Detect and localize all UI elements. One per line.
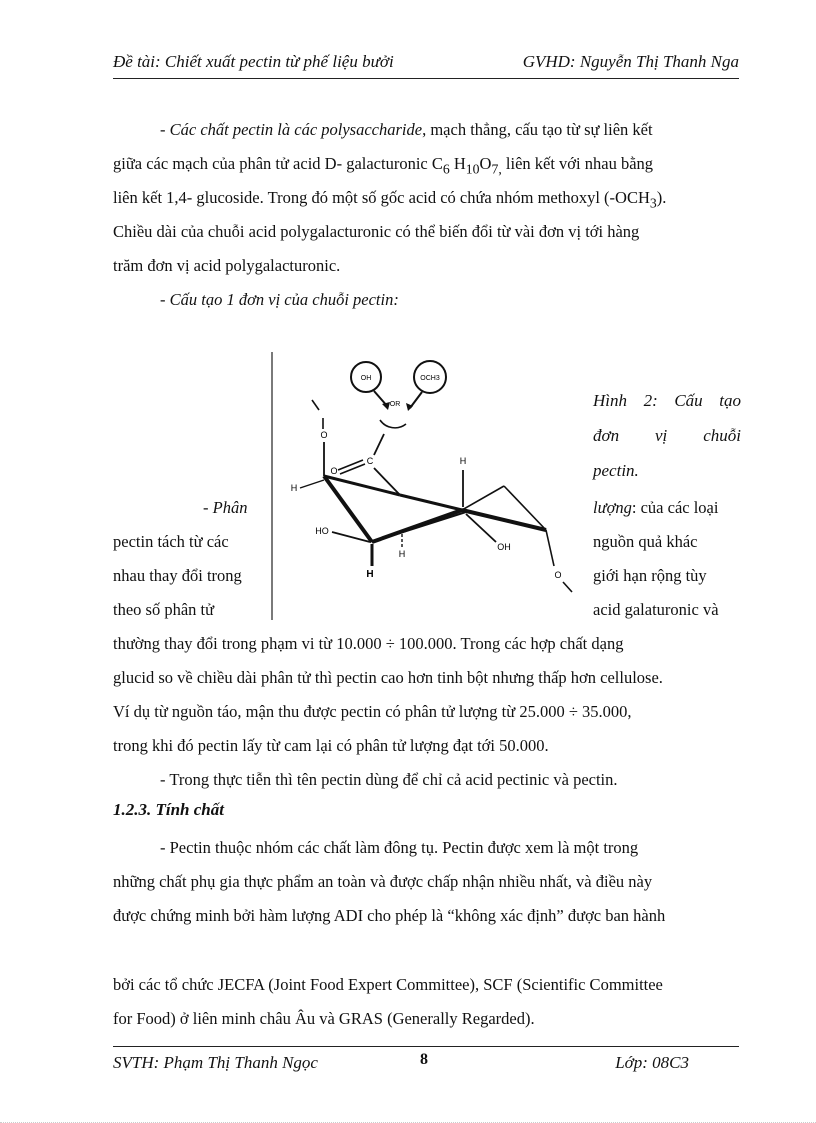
- paragraph-1-line-1: - Các chất pectin là các polysaccharide, mạch thẳng, cấu tạo từ sự liên kết: [160, 120, 653, 139]
- footer-class: Lớp: 08C3: [615, 1053, 689, 1072]
- paragraph-1-line-5: trăm đơn vị acid polygalacturonic.: [113, 256, 341, 275]
- label-c: C: [366, 456, 374, 466]
- label-or: OR: [389, 401, 401, 408]
- caption-line-1: Hình 2: Cấu tạo: [593, 391, 741, 410]
- paragraph-1-line-3: liên kết 1,4- glucoside. Trong đó một số gốc acid có chứa nhóm methoxyl $(-OCH_3)$.: [113, 188, 667, 211]
- paragraph-6-line-2: for Food) ở liên minh châu Âu và GRAS (Generally Regarded).: [113, 1009, 535, 1028]
- label-h-mid: H: [398, 549, 406, 559]
- label-h-bottom: H: [366, 569, 374, 580]
- label-o-left: O: [320, 430, 328, 440]
- header-advisor: GVHD: Nguyễn Thị Thanh Nga: [522, 52, 739, 71]
- wrap-left-2: pectin tách từ các: [113, 532, 229, 551]
- pectin-structure-figure: [270, 352, 588, 620]
- paragraph-3-line-4: trong khi đó pectin lấy từ cam lại có phân tử lượng đạt tới 50.000.: [113, 736, 549, 755]
- paragraph-5-line-3: được chứng minh bởi hàm lượng ADI cho phép là “không xác định” được ban hành: [113, 906, 666, 925]
- wrap-right-3: giới hạn rộng tùy: [593, 566, 707, 585]
- paragraph-5-line-2: những chất phụ gia thực phẩm an toàn và được chấp nhận nhiều nhất, và điều này: [113, 872, 653, 891]
- paragraph-3-line-3: Ví dụ từ nguồn táo, mận thu được pectin có phân tử lượng từ 25.000 ÷ 35.000,: [113, 702, 632, 721]
- paragraph-4: - Trong thực tiễn thì tên pectin dùng để chỉ cả acid pectinic và pectin.: [160, 770, 618, 789]
- paragraph-3-line-2: glucid so về chiều dài phân tử thì pectin cao hơn tinh bột nhưng thấp hơn cellulose.: [113, 668, 663, 687]
- wrap-right-2: nguồn quả khác: [593, 532, 698, 551]
- header-topic: Đề tài: Chiết xuất pectin từ phế liệu bưởi: [113, 52, 394, 71]
- wrap-left-3: nhau thay đổi trong: [113, 566, 242, 585]
- svg-text:O: O: [330, 466, 338, 476]
- wrap-left-1: - Phân: [203, 498, 248, 517]
- label-oh-right: OH: [497, 542, 511, 552]
- caption-line-2: đơn vị chuỗi: [593, 426, 741, 445]
- page-footer: [113, 1046, 739, 1077]
- label-o-right: O: [554, 570, 562, 580]
- label-oh-circle: OH: [360, 375, 372, 382]
- page-number: 8: [420, 1051, 428, 1068]
- paragraph-6-line-1: bởi các tổ chức JECFA (Joint Food Expert Committee), SCF (Scientific Committee: [113, 975, 663, 994]
- paragraph-2: - Cấu tạo 1 đơn vị của chuỗi pectin:: [160, 290, 399, 309]
- label-ho: HO: [315, 526, 329, 536]
- pectin-structure-diagram: [270, 352, 588, 620]
- label-och3-circle: OCH3: [420, 375, 440, 382]
- section-heading: 1.2.3. Tính chất: [113, 800, 224, 819]
- paragraph-3-line-1: thường thay đổi trong phạm vi từ 10.000 ÷ 100.000. Trong các hợp chất dạng: [113, 634, 624, 653]
- paragraph-5-line-1: - Pectin thuộc nhóm các chất làm đông tụ. Pectin được xem là một trong: [160, 838, 639, 857]
- figure-caption: [593, 383, 741, 488]
- wrap-left-4: theo số phân tử: [113, 600, 215, 619]
- caption-line-3: pectin.: [593, 461, 639, 480]
- wrap-right-1: lượng: của các loại: [593, 498, 719, 517]
- paragraph-1-line-2: giữa các mạch của phân tử acid D- galacturonic $C_6$ $H_{10}O_{7,}$ liên kết với nhau bằng: [113, 154, 654, 177]
- paragraph-1-line-4: Chiều dài của chuỗi acid polygalacturonic có thể biến đổi từ vài đơn vị tới hàng: [113, 222, 640, 241]
- footer-student: SVTH: Phạm Thị Thanh Ngọc: [113, 1053, 318, 1072]
- label-h-left: H: [290, 483, 298, 493]
- label-h-top: H: [459, 456, 467, 466]
- page-header: [113, 52, 739, 79]
- wrap-right-4: acid galaturonic và: [593, 600, 719, 619]
